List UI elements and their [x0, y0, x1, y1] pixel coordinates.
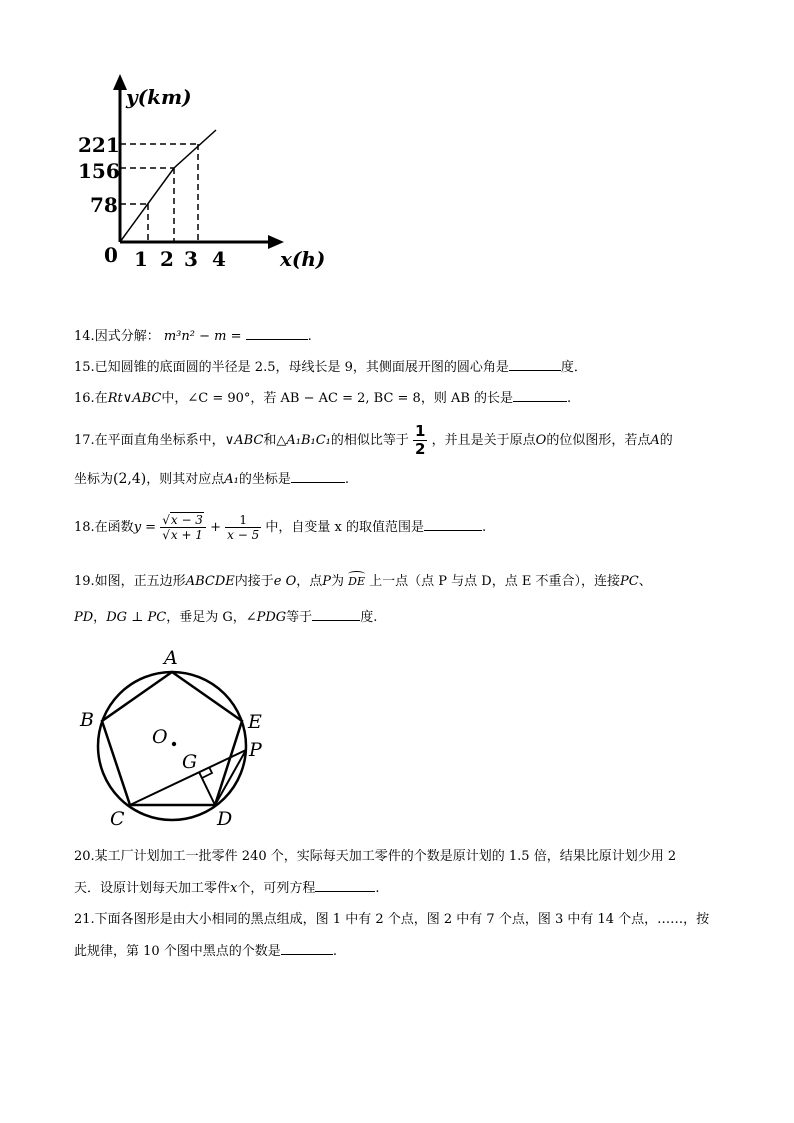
- q14-number: 14.: [74, 329, 95, 344]
- y-tick-221: 221: [78, 133, 120, 157]
- q19-answer-blank[interactable]: [312, 608, 360, 621]
- q18-fraction-2: [225, 513, 261, 542]
- q17-triangle-1: ∨ABC: [224, 433, 264, 448]
- question-14: [74, 327, 312, 346]
- y-tick-78: 78: [90, 193, 118, 217]
- q14-end: .: [307, 329, 312, 344]
- q16-end: .: [567, 391, 572, 406]
- q19-text-g: ，: [93, 610, 107, 625]
- distance-time-graph: [70, 70, 340, 280]
- q17-text-f: 的: [659, 433, 673, 448]
- q18-fraction-1: $\frac{√x - 3}{√x + 1}$: [160, 513, 206, 542]
- q15-end: 度．: [560, 360, 587, 375]
- q17-answer-blank[interactable]: [291, 470, 345, 483]
- x-tick-4: 4: [212, 247, 226, 271]
- question-21-line-1: [74, 911, 709, 929]
- q17-ratio-num: 1: [415, 422, 426, 440]
- label-b: B: [80, 709, 94, 731]
- y-axis-label: y(km): [126, 85, 192, 109]
- dashed-guides: [120, 144, 198, 242]
- q17-text-e: 的位似图形，若点: [546, 433, 651, 448]
- q18-f1-denominator: x + 1: [170, 528, 203, 542]
- q20-end: .: [375, 881, 380, 896]
- q17-point-o: O: [535, 433, 547, 448]
- q19-text-b: 内接于: [234, 574, 274, 589]
- q18-end: .: [481, 520, 487, 535]
- q17-triangle-2: △A₁B₁C₁: [276, 433, 331, 448]
- q18-prefix: 18.在函数: [74, 520, 134, 535]
- q21-end: .: [332, 944, 337, 959]
- q14-text: 因式分解：: [94, 329, 160, 344]
- q19-text-d: 为: [331, 574, 345, 589]
- q21-answer-blank[interactable]: [281, 942, 333, 955]
- y-axis-arrow: [113, 74, 127, 90]
- q19-text-a: 19.如图，正五边形: [74, 574, 186, 589]
- q17-end: .: [344, 472, 349, 487]
- q18-suffix: 中，自变量 x 的取值范围是: [265, 520, 424, 535]
- q18-f2-denominator: x − 5: [227, 528, 260, 542]
- x-tick-1: 1: [134, 247, 148, 271]
- q20-answer-blank[interactable]: [315, 879, 375, 892]
- q21-text-line-2: 此规律，第 10 个图中黑点的个数是: [74, 944, 281, 959]
- question-15: [74, 358, 587, 377]
- x-tick-2: 2: [160, 247, 174, 271]
- q16-answer-blank[interactable]: [513, 389, 567, 402]
- question-16: [74, 389, 571, 408]
- question-19-line-2: [74, 608, 377, 627]
- q17-text-d: ，并且是关于原点: [431, 433, 536, 448]
- q17-text-c: 的相似比等于: [330, 433, 409, 448]
- q19-end: 度.: [360, 610, 378, 625]
- label-a: A: [164, 647, 178, 669]
- q17-coordinate: (2,4): [113, 471, 147, 487]
- question-17-line-1: [74, 423, 673, 458]
- q16-middle: 中，∠C = 90°，若 AB − AC = 2, BC = 8，则 AB 的长是: [161, 391, 514, 406]
- q19-circle-name: e O: [273, 574, 297, 589]
- question-20-line-2: [74, 879, 380, 898]
- q21-text-line-1: 21.下面各图形是由大小相同的黑点组成，图 1 中有 2 个点，图 2 中有 7 个点，图 3 中有 14 个点，……，按: [74, 912, 710, 927]
- q20-variable: x: [230, 881, 238, 896]
- origin-label: 0: [104, 243, 118, 267]
- q16-triangle: Rt∨ABC: [107, 391, 162, 406]
- label-e: E: [248, 711, 262, 733]
- pentagon-circle-figure: [74, 640, 284, 835]
- q19-segment-pc: PC: [619, 574, 639, 589]
- x-tick-3: 3: [184, 247, 198, 271]
- q19-text-c: ，点: [296, 574, 323, 589]
- q17-text-i: 的坐标是: [238, 472, 291, 487]
- q19-perpendicular: DG ⊥ PC: [106, 610, 167, 625]
- label-c: C: [110, 808, 125, 830]
- q19-text-f: 、: [638, 574, 652, 589]
- segment-dg: [199, 772, 215, 805]
- q20-text-a: 天．设原计划每天加工零件: [74, 881, 231, 896]
- q19-point-p: P: [322, 574, 331, 589]
- label-p: P: [249, 739, 262, 761]
- q18-f1-numerator: x − 3: [170, 513, 203, 527]
- q19-text-e: 上一点（点 P 与点 D，点 E 不重合），连接: [369, 574, 620, 589]
- q14-answer-blank[interactable]: [246, 327, 308, 340]
- q17-point-a: A: [650, 433, 660, 448]
- q15-text: 15.已知圆锥的底面圆的半径是 2.5，母线长是 9，其侧面展开图的圆心角是: [74, 360, 509, 375]
- q17-text-a: 17.在平面直角坐标系中，: [74, 433, 225, 448]
- q15-answer-blank[interactable]: [509, 358, 561, 371]
- q16-prefix: 16.在: [74, 391, 108, 406]
- y-tick-156: 156: [78, 159, 120, 183]
- q14-expression: m³n² − m =: [163, 329, 242, 344]
- label-o: O: [152, 726, 168, 748]
- q19-text-i: 等于: [286, 610, 313, 625]
- q20-text-b: 个，可列方程: [237, 881, 316, 896]
- question-19-line-1: [74, 573, 652, 591]
- q18-y-equals: y =: [133, 520, 157, 535]
- q18-f2-numerator: 1: [225, 513, 261, 528]
- q17-ratio-fraction: [413, 423, 427, 458]
- q17-ratio-den: 2: [415, 440, 426, 458]
- label-d: D: [217, 808, 233, 830]
- q20-text-line-1: 20.某工厂计划加工一批零件 240 个，实际每天加工零件的个数是原计划的 1.5 倍，结果比原计划少用 2: [74, 849, 677, 864]
- label-g: G: [182, 751, 198, 773]
- q17-point-a1: A₁: [224, 472, 239, 487]
- q19-segment-pd: PD: [74, 610, 94, 625]
- q19-pentagon-name: ABCDE: [185, 574, 235, 589]
- q19-angle: ∠PDG: [245, 610, 287, 625]
- x-axis-label: x(h): [280, 247, 326, 271]
- q17-text-g: 坐标为: [74, 472, 114, 487]
- question-18: [74, 510, 486, 546]
- question-20-line-1: [74, 848, 676, 866]
- q18-answer-blank[interactable]: [424, 518, 482, 531]
- circumcircle: [98, 672, 246, 820]
- q19-arc-de: DE: [348, 573, 365, 591]
- center-point: [172, 742, 176, 746]
- graph-line: [120, 130, 216, 242]
- question-21-line-2: [74, 942, 337, 961]
- q18-plus: +: [210, 520, 221, 535]
- question-17-line-2: [74, 470, 349, 489]
- q19-text-h: ，垂足为 G，: [166, 610, 246, 625]
- q17-text-b: 和: [263, 433, 277, 448]
- q17-text-h: ，则其对应点: [146, 472, 225, 487]
